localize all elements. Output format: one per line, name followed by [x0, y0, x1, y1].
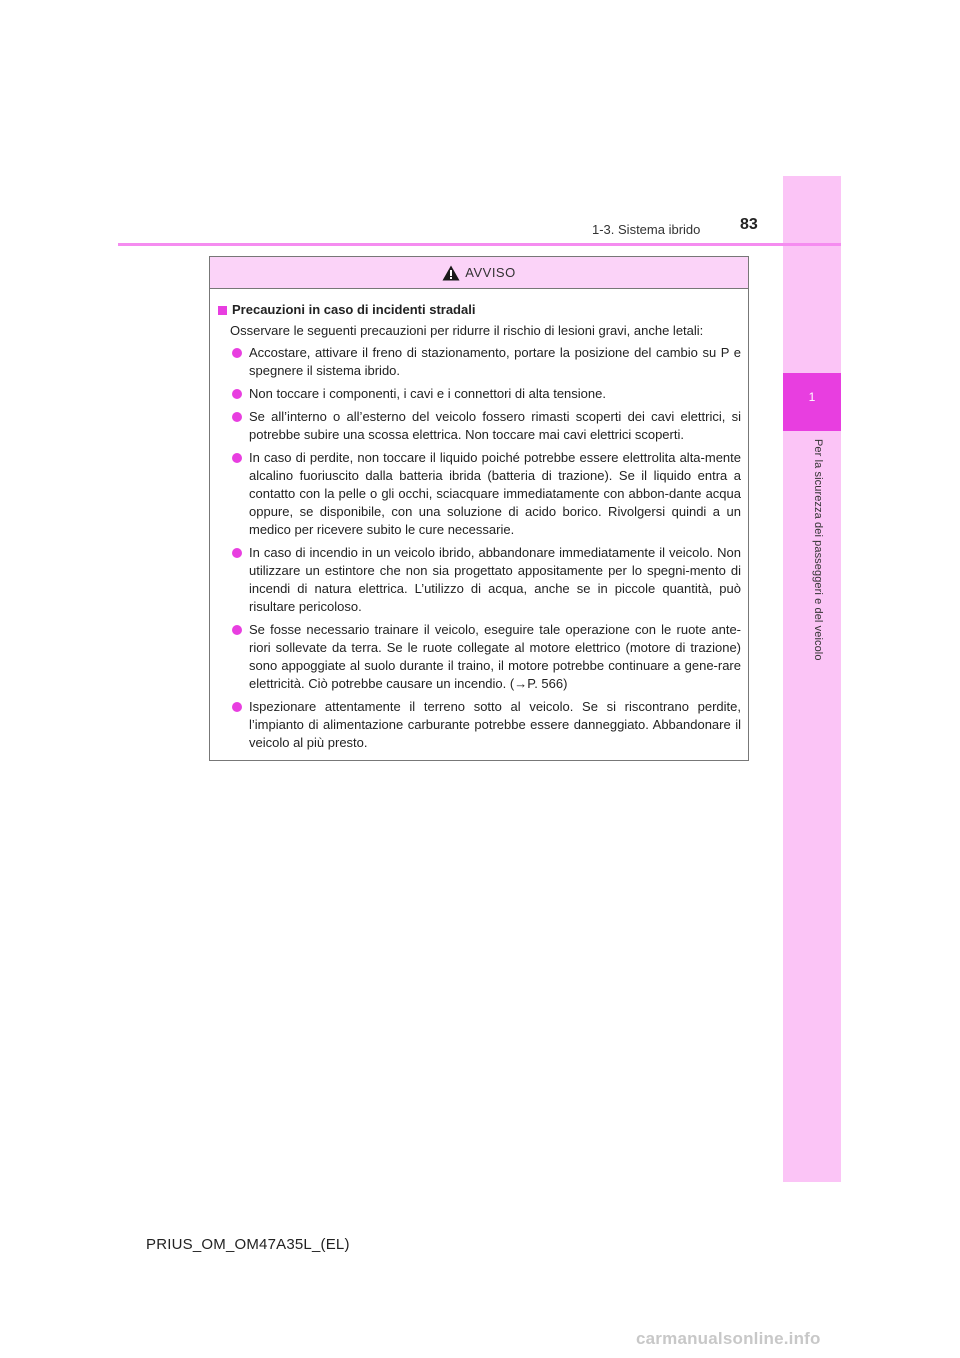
list-item-text: In caso di perdite, non toccare il liquido poiché potrebbe essere elettrolita alta-mente alcalino fuoriuscito dalla batteria ibrida (batteria di trazione). Se il liquido entra a contatto con la pelle o gli occhi, sciacquare immediatamente con abbon-dante acqua oppure, se disponibile, con una soluzione di acido borico. Rivolgersi quindi a un medico per ricevere subito le cure necessarie.: [249, 450, 741, 537]
bullet-dot-icon: [232, 412, 242, 422]
section-heading: [217, 301, 741, 319]
list-item-text: Accostare, attivare il freno di stazionamento, portare la posizione del cambio su P e spegnere il sistema ibrido.: [249, 345, 741, 378]
list-item-text: In caso di incendio in un veicolo ibrido, abbandonare immediatamente il veicolo. Non utilizzare un estintore che non sia progettato appositamente per lo spegni-mento di incendi di natura elettrica. L’utilizzo di acqua, anche se in piccole quantità, può risultare pericoloso.: [249, 545, 741, 614]
bullet-dot-icon: [232, 389, 242, 399]
bullet-dot-icon: [232, 625, 242, 635]
bullet-dot-icon: [232, 453, 242, 463]
list-item: [217, 449, 741, 539]
chapter-title-vertical: Per la sicurezza dei passeggeri e del veicolo: [812, 439, 824, 661]
intro-text: Osservare le seguenti precauzioni per ridurre il rischio di lesioni gravi, anche letali:: [230, 323, 704, 338]
precaution-list: [217, 344, 741, 752]
warning-body: [210, 289, 748, 752]
square-bullet-icon: [218, 306, 227, 315]
page-number: 83: [740, 216, 758, 233]
list-item-text: Se fosse necessario trainare il veicolo, eseguire tale operazione con le ruote ante-riori sollevate da terra. Se le ruote collegate al motore elettrico (motore di trazione) sono appoggiate al suolo durante il traino, il motore potrebbe continuare a gene-rare elettricità. Ciò potrebbe causare un incendio. (→P. 566): [249, 622, 741, 691]
warning-header: [210, 257, 748, 289]
bullet-dot-icon: [232, 348, 242, 358]
warning-box: [209, 256, 749, 761]
list-item-text: Non toccare i componenti, i cavi e i connettori di alta tensione.: [249, 386, 606, 401]
list-item-text: Ispezionare attentamente il terreno sotto al veicolo. Se si riscontrano perdite, l’impianto di alimentazione carburante potrebbe essere danneggiato. Abbandonare il veicolo al più presto.: [249, 699, 741, 750]
bullet-dot-icon: [232, 702, 242, 712]
side-chapter-tab: [783, 176, 841, 1182]
warning-triangle-icon: [442, 265, 460, 281]
warning-title: AVVISO: [465, 265, 516, 280]
chapter-number: 1: [808, 390, 816, 404]
section-title-text: Precauzioni in caso di incidenti stradali: [232, 302, 476, 317]
list-item: [217, 344, 741, 380]
list-item-text: Se all’interno o all’esterno del veicolo fossero rimasti scoperti dei cavi elettrici, si potrebbe subire una scossa elettrica. Non toccare mai cavi elettrici scoperti.: [249, 409, 741, 442]
watermark: carmanualsonline.info: [636, 1329, 821, 1348]
running-head: 1-3. Sistema ibrido: [592, 222, 701, 237]
list-item: [217, 544, 741, 616]
list-item: [217, 385, 741, 403]
header-rule: [118, 243, 841, 246]
bullet-dot-icon: [232, 548, 242, 558]
document-id: PRIUS_OM_OM47A35L_(EL): [146, 1236, 350, 1253]
list-item: [217, 621, 741, 693]
list-item: [217, 408, 741, 444]
list-item: [217, 698, 741, 752]
